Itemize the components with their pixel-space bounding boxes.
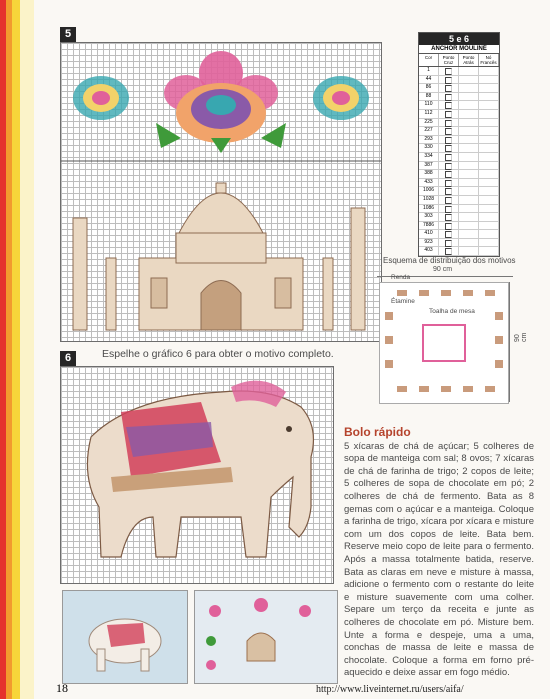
legend-symbol bbox=[439, 239, 459, 247]
legend-symbol bbox=[439, 136, 459, 144]
legend-empty-cell bbox=[479, 230, 499, 238]
legend-row bbox=[419, 179, 499, 188]
legend-code: 86 bbox=[419, 84, 439, 92]
symbol-swatch bbox=[445, 120, 452, 127]
legend-empty-cell bbox=[479, 101, 499, 109]
legend-code: 44 bbox=[419, 76, 439, 84]
legend-empty-cell bbox=[459, 144, 479, 152]
legend-empty-cell bbox=[459, 162, 479, 170]
legend-empty-cell bbox=[459, 196, 479, 204]
scheme-title: Esquema de distribuição dos motivos bbox=[383, 256, 516, 265]
legend-symbol bbox=[439, 93, 459, 101]
symbol-swatch bbox=[445, 102, 452, 109]
legend-empty-cell bbox=[479, 144, 499, 152]
tablecloth-photo-illustration bbox=[195, 591, 337, 683]
page-edge-stripes bbox=[0, 0, 34, 699]
legend-row bbox=[419, 153, 499, 162]
symbol-swatch bbox=[445, 111, 452, 118]
legend-empty-cell bbox=[459, 119, 479, 127]
symbol-swatch bbox=[445, 214, 452, 221]
legend-code: 388 bbox=[419, 170, 439, 178]
legend-row bbox=[419, 119, 499, 128]
symbol-swatch bbox=[445, 77, 452, 84]
legend-empty-cell bbox=[479, 93, 499, 101]
legend-symbol bbox=[439, 127, 459, 135]
legend-symbol bbox=[439, 213, 459, 221]
symbol-swatch bbox=[445, 85, 452, 92]
legend-code: 433 bbox=[419, 179, 439, 187]
chart5-grid bbox=[60, 42, 382, 342]
legend-code: 403 bbox=[419, 247, 439, 255]
legend-empty-cell bbox=[459, 205, 479, 213]
scheme-motifs bbox=[377, 272, 513, 404]
legend-code: 227 bbox=[419, 127, 439, 135]
symbol-swatch bbox=[445, 240, 452, 247]
legend-row bbox=[419, 187, 499, 196]
symbol-swatch bbox=[445, 137, 452, 144]
legend-code: 330 bbox=[419, 144, 439, 152]
legend-empty-cell bbox=[479, 76, 499, 84]
legend-row bbox=[419, 101, 499, 110]
symbol-swatch bbox=[445, 248, 452, 255]
legend-empty-cell bbox=[459, 67, 479, 75]
legend-empty-cell bbox=[459, 187, 479, 195]
legend-empty-cell bbox=[459, 76, 479, 84]
legend-empty-cell bbox=[479, 110, 499, 118]
legend-row bbox=[419, 196, 499, 205]
legend-empty-cell bbox=[459, 136, 479, 144]
lotus-motif bbox=[156, 51, 286, 153]
legend-row bbox=[419, 247, 499, 256]
legend-row bbox=[419, 170, 499, 179]
legend-empty-cell bbox=[479, 162, 499, 170]
chart5-motif bbox=[61, 43, 381, 341]
legend-symbol bbox=[439, 196, 459, 204]
legend-symbol bbox=[439, 230, 459, 238]
legend-code: 88 bbox=[419, 93, 439, 101]
legend-symbol bbox=[439, 76, 459, 84]
legend-symbol bbox=[439, 222, 459, 230]
legend-empty-cell bbox=[459, 127, 479, 135]
legend-row bbox=[419, 110, 499, 119]
left-flower bbox=[73, 76, 129, 120]
legend-symbol bbox=[439, 247, 459, 255]
legend-code: 225 bbox=[419, 119, 439, 127]
legend-symbol bbox=[439, 67, 459, 75]
legend-empty-cell bbox=[479, 205, 499, 213]
scheme-etamine-label: Étamine bbox=[391, 298, 415, 305]
legend-symbol bbox=[439, 153, 459, 161]
legend-empty-cell bbox=[459, 93, 479, 101]
legend-row bbox=[419, 127, 499, 136]
legend-symbol bbox=[439, 179, 459, 187]
legend-row bbox=[419, 93, 499, 102]
symbol-swatch bbox=[445, 163, 452, 170]
legend-columns bbox=[419, 54, 499, 67]
legend-empty-cell bbox=[459, 84, 479, 92]
color-legend bbox=[418, 32, 500, 257]
taj-mahal-motif bbox=[73, 183, 365, 330]
legend-empty-cell bbox=[479, 222, 499, 230]
legend-row bbox=[419, 222, 499, 231]
scheme-width-label: 90 cm bbox=[433, 266, 453, 273]
mirror-caption: Espelhe o gráfico 6 para obter o motivo completo. bbox=[102, 348, 334, 360]
legend-symbol bbox=[439, 144, 459, 152]
scheme-renda-label: Renda bbox=[391, 274, 411, 281]
legend-empty-cell bbox=[479, 187, 499, 195]
legend-section: 5 e 6 bbox=[419, 33, 499, 45]
legend-code: 110 bbox=[419, 101, 439, 109]
legend-row bbox=[419, 67, 499, 76]
legend-code: 334 bbox=[419, 153, 439, 161]
legend-empty-cell bbox=[479, 119, 499, 127]
symbol-swatch bbox=[445, 206, 452, 213]
legend-empty-cell bbox=[479, 239, 499, 247]
legend-empty-cell bbox=[479, 196, 499, 204]
elephant-photo-illustration bbox=[63, 591, 187, 683]
legend-symbol bbox=[439, 162, 459, 170]
legend-empty-cell bbox=[479, 247, 499, 255]
recipe-block bbox=[344, 426, 534, 680]
recipe-title: Bolo rápido bbox=[344, 425, 411, 439]
source-url: http://www.liveinternet.ru/users/aifa/ bbox=[316, 684, 464, 695]
legend-empty-cell bbox=[479, 179, 499, 187]
legend-code: 293 bbox=[419, 136, 439, 144]
legend-code: 1028 bbox=[419, 196, 439, 204]
legend-empty-cell bbox=[459, 213, 479, 221]
symbol-swatch bbox=[445, 154, 452, 161]
symbol-swatch bbox=[445, 94, 452, 101]
legend-symbol bbox=[439, 187, 459, 195]
legend-empty-cell bbox=[479, 67, 499, 75]
scheme-toalha-label: Toalha de mesa bbox=[429, 308, 475, 315]
legend-symbol bbox=[439, 170, 459, 178]
legend-col-no-frances: Nó Francês bbox=[479, 54, 499, 66]
tablecloth-photo bbox=[194, 590, 338, 684]
legend-col-ponto-cruz: Ponto Cruz bbox=[439, 54, 459, 66]
legend-code: 112 bbox=[419, 110, 439, 118]
legend-code: 1086 bbox=[419, 205, 439, 213]
chart5-number: 5 bbox=[60, 27, 76, 42]
legend-row bbox=[419, 144, 499, 153]
legend-col-cor: Cor bbox=[419, 54, 439, 66]
legend-empty-cell bbox=[479, 170, 499, 178]
legend-code: 1 bbox=[419, 67, 439, 75]
legend-code: 923 bbox=[419, 239, 439, 247]
legend-empty-cell bbox=[459, 101, 479, 109]
legend-symbol bbox=[439, 119, 459, 127]
legend-code: 387 bbox=[419, 162, 439, 170]
symbol-swatch bbox=[445, 68, 452, 75]
legend-row bbox=[419, 230, 499, 239]
legend-symbol bbox=[439, 84, 459, 92]
legend-code: 303 bbox=[419, 213, 439, 221]
recipe-text: 5 xícaras de chá de açúcar; 5 colheres de sopa de manteiga com sal; 8 ovos; 7 xícaras de chá de farinha de trigo; 2 copos de leite; 5 colheres de sopa de chocolate em pó; 2 colheres de chá de fermento. Bata as 8 gemas com o açúcar e a manteiga. Coloque a farinha de trigo, xícara por xícara e misture com um dos copos de leite. Bata bem. Reserve meio copo de leite para o fermento. Após a massa totalmente batida, reserve. Bata as claras em neve e misture à massa, adicione o fermento com o restante do leite e misture suavemente com uma colher. Separe um terço da receita e junte as colheres de chocolate em pó. Misture bem. Unte a forma e despeje, uma a uma, conchas de massa de leite e massa de chocolate. Coloque a forma em forno pré-aquecido e deixe assar em fogo médio. bbox=[344, 440, 534, 679]
legend-row bbox=[419, 205, 499, 214]
symbol-swatch bbox=[445, 231, 452, 238]
symbol-swatch bbox=[445, 145, 452, 152]
legend-symbol bbox=[439, 101, 459, 109]
legend-empty-cell bbox=[459, 110, 479, 118]
legend-symbol bbox=[439, 110, 459, 118]
legend-col-ponto-atras: Ponto Atrás bbox=[459, 54, 479, 66]
legend-symbol bbox=[439, 205, 459, 213]
symbol-swatch bbox=[445, 223, 452, 230]
right-flower bbox=[313, 76, 369, 120]
distribution-scheme bbox=[377, 266, 528, 404]
legend-empty-cell bbox=[479, 213, 499, 221]
legend-row bbox=[419, 239, 499, 248]
legend-empty-cell bbox=[459, 153, 479, 161]
legend-code: 410 bbox=[419, 230, 439, 238]
legend-row bbox=[419, 136, 499, 145]
symbol-swatch bbox=[445, 128, 452, 135]
elephant-motif bbox=[61, 367, 333, 583]
legend-empty-cell bbox=[459, 247, 479, 255]
legend-empty-cell bbox=[479, 136, 499, 144]
legend-rows bbox=[419, 67, 499, 256]
legend-code: 1006 bbox=[419, 187, 439, 195]
symbol-swatch bbox=[445, 188, 452, 195]
elephant-photo bbox=[62, 590, 188, 684]
symbol-swatch bbox=[445, 171, 452, 178]
legend-row bbox=[419, 76, 499, 85]
legend-empty-cell bbox=[479, 84, 499, 92]
legend-empty-cell bbox=[459, 222, 479, 230]
scheme-height-label: 90 cm bbox=[514, 332, 528, 342]
symbol-swatch bbox=[445, 197, 452, 204]
legend-empty-cell bbox=[459, 230, 479, 238]
legend-empty-cell bbox=[479, 127, 499, 135]
legend-empty-cell bbox=[459, 170, 479, 178]
legend-row bbox=[419, 213, 499, 222]
legend-empty-cell bbox=[459, 239, 479, 247]
symbol-swatch bbox=[445, 180, 452, 187]
legend-row bbox=[419, 162, 499, 171]
page-number: 18 bbox=[56, 681, 68, 695]
legend-row bbox=[419, 84, 499, 93]
chart6-grid bbox=[60, 366, 334, 584]
chart6-number: 6 bbox=[60, 351, 76, 366]
legend-code: 7886 bbox=[419, 222, 439, 230]
legend-empty-cell bbox=[459, 179, 479, 187]
legend-title: ANCHOR MOULINÉ bbox=[419, 45, 499, 54]
legend-empty-cell bbox=[479, 153, 499, 161]
